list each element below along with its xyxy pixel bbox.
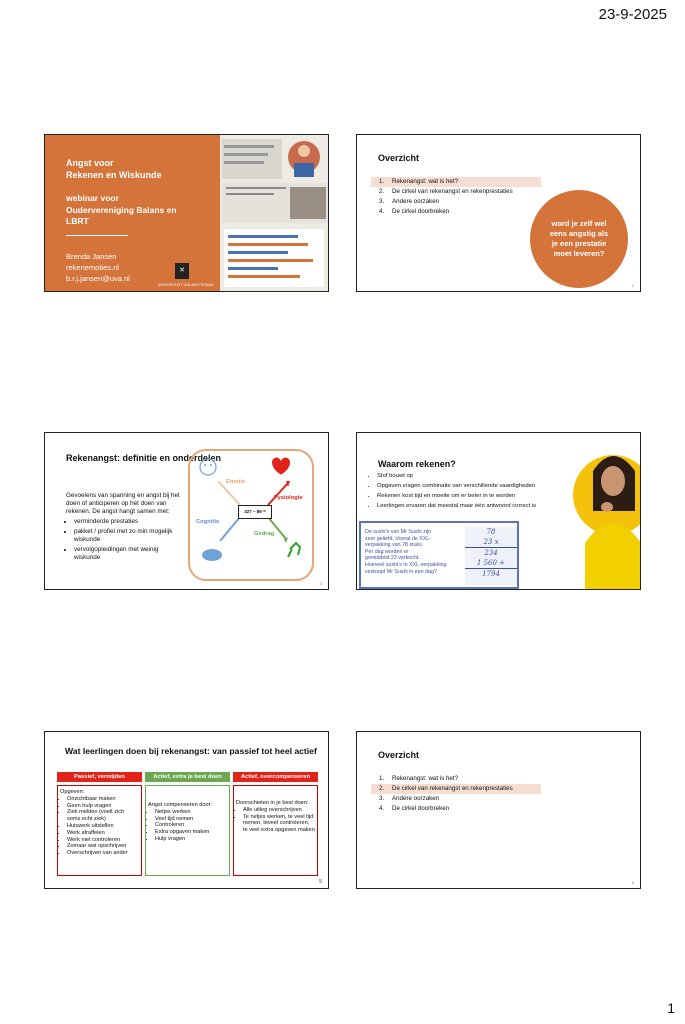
- bullet-item: • vervolgopleidingen met weinig wiskunde: [74, 546, 186, 562]
- slide-number: 2: [631, 283, 634, 288]
- slide-3-definition: [44, 432, 329, 590]
- slide-5-behaviour: [44, 731, 329, 889]
- list-item: • Controleren: [155, 822, 227, 829]
- item-text: Rekenangst: wat is het?: [392, 178, 459, 185]
- subtitle-line: Oudervereniging Balans en: [66, 204, 177, 215]
- list-item: [371, 207, 541, 217]
- page-date: 23-9-2025: [598, 6, 667, 23]
- column-body: [57, 785, 142, 876]
- slide-number: 5: [319, 879, 322, 885]
- problem-line: verpakking van 78 stuks.: [365, 542, 424, 549]
- definition-text: [66, 492, 186, 564]
- slide-number: 3: [319, 581, 322, 586]
- list-item: • Zomaar wat opschrijven: [67, 843, 139, 850]
- slide-number: 6: [631, 880, 634, 885]
- overview-list: [371, 774, 541, 814]
- word-problem-box: [359, 521, 519, 589]
- label-cognitie: Cognitie: [196, 519, 220, 525]
- problem-line: Hoeveel sushi's in XXL-verpakking: [365, 561, 447, 568]
- list-item: • Veel tijd nemen: [155, 816, 227, 823]
- bullet-item: • Opgaven vragen combinatie van verschillende vaardigheden: [377, 481, 587, 491]
- center-sum-box: 327 – 89 =: [238, 505, 272, 519]
- slide-subtitle: [66, 193, 177, 228]
- list-item: [371, 794, 541, 804]
- bullet-item: • Rekenen kost tijd en moeite om er beter in te worden: [377, 491, 587, 501]
- subtitle-line: LBRT: [66, 216, 89, 226]
- item-text: Rekenangst: wat is het?: [392, 775, 459, 782]
- bullet-item: • Stof bouwt op: [377, 471, 587, 481]
- anxiety-components-diagram: [188, 449, 314, 581]
- label-fysiologie: Fysiologie: [274, 495, 303, 501]
- definition-paragraph: Gevoelens van spanning en angst bij het doen of anticiperen op het doen van rekenen. De angst hangt samen met:: [66, 492, 180, 515]
- newspaper-collage-image: [220, 135, 329, 291]
- item-number: 3.: [379, 198, 385, 205]
- subtitle-line: webinar voor: [66, 193, 119, 203]
- university-name: UNIVERSITEIT VAN AMSTERDAM: [158, 283, 214, 287]
- problem-line: zeer geliefd. Vooral de XXL-: [365, 535, 431, 542]
- slide-title: Rekenangst: definitie en onderdelen: [66, 453, 222, 463]
- list-item: [371, 177, 541, 187]
- list-item: • Werk afraffelen: [67, 830, 139, 837]
- list-item: • Alle uitleg overschrijven: [243, 807, 315, 814]
- circle-line: eens angstig als: [549, 229, 609, 238]
- item-number: 4.: [379, 805, 385, 812]
- list-item: [371, 187, 541, 197]
- item-text: De cirkel van rekenangst en rekenprestaties: [392, 188, 513, 195]
- column-body: [145, 785, 230, 876]
- column-active: [145, 772, 230, 876]
- column-passive: [57, 772, 142, 876]
- sum-line: 1 560 +: [465, 558, 517, 569]
- item-text: Andere oorzaken: [392, 795, 440, 802]
- title-panel: [45, 135, 220, 291]
- problem-line: Per dag worden er: [365, 548, 409, 555]
- circle-line: je een prestatie: [551, 239, 607, 248]
- column-header: Actief, extra je best doen: [145, 772, 230, 782]
- handwritten-sum: [465, 527, 517, 585]
- item-text: De cirkel doorbreken: [392, 805, 450, 812]
- bullet-list: [369, 471, 587, 511]
- list-item: • Netjes werken: [155, 809, 227, 816]
- problem-text: [365, 529, 463, 575]
- column-intro: Angst compenseren door:: [148, 802, 213, 808]
- sum-line: 78: [486, 528, 496, 536]
- author-info: [66, 251, 130, 284]
- slide-title: Wat leerlingen doen bij rekenangst: van passief tot heel actief: [65, 746, 317, 756]
- list-item: • Overschrijven van ander: [67, 850, 139, 857]
- item-text: De cirkel van rekenangst en rekenprestaties: [392, 785, 513, 792]
- circle-line: word je zelf wel: [551, 219, 607, 228]
- list-item: • Te netjes werken, te veel tijd nemen, teveel controleren, te veel extra opgaven maken: [243, 814, 315, 834]
- slide-1-title: [44, 134, 329, 292]
- problem-line: verkoopt Mr Sushi in een dag?: [365, 568, 437, 575]
- sum-line: 1794: [482, 570, 500, 578]
- column-intro: Doorschieten in je best doen:: [236, 800, 309, 806]
- overview-list: [371, 177, 541, 217]
- slide-4-why-math: [356, 432, 641, 590]
- author-website: rekenemoties.nl: [66, 263, 119, 272]
- title-line: Rekenen en Wiskunde: [66, 170, 162, 180]
- item-number: 3.: [379, 795, 385, 802]
- sum-line: 234: [484, 549, 498, 557]
- list-item: • Onzichtbaar maken: [67, 796, 139, 803]
- author-email: b.r.j.jansen@uva.nl: [66, 274, 130, 283]
- list-item: • Ziek melden (voelt zich soms echt ziek): [67, 809, 139, 823]
- column-header: Passief, vermijden: [57, 772, 142, 782]
- item-number: 2.: [379, 785, 385, 792]
- list-item: • Werk niet controleren: [67, 837, 139, 844]
- slide-title: [66, 157, 161, 181]
- label-gedrag: Gedrag: [254, 531, 275, 537]
- label-emotie: Emotie: [226, 479, 246, 485]
- column-intro: Opgeven:: [60, 789, 85, 795]
- list-item: [371, 197, 541, 207]
- column-body: [233, 785, 318, 876]
- question-circle: [530, 190, 628, 288]
- bullet-item: • Leerlingen ervaren dat meestal maar één antwoord correct is: [377, 501, 587, 511]
- page-number: 1: [667, 1000, 675, 1016]
- collage-drawing: [220, 135, 329, 292]
- list-item: • Hulp vragen: [155, 836, 227, 843]
- slide-2-overview: [356, 134, 641, 292]
- university-logo-icon: ✕: [175, 263, 189, 279]
- list-item: [371, 804, 541, 814]
- list-item: • Geen hulp vragen: [67, 803, 139, 810]
- column-header: Actief, overcompenseren: [233, 772, 318, 782]
- thinking-girl-image: [571, 433, 641, 590]
- item-number: 2.: [379, 188, 385, 195]
- slide-title: Overzicht: [378, 153, 420, 163]
- item-text: De cirkel doorbreken: [392, 208, 450, 215]
- slide-6-overview: [356, 731, 641, 889]
- sum-line: 23 x: [465, 537, 517, 548]
- list-item: [371, 784, 541, 794]
- problem-line: gemiddeld 23 verkocht.: [365, 555, 420, 562]
- circle-line: moet leveren?: [553, 249, 605, 258]
- problem-line: De sushi's van Mr Sushi zijn: [365, 529, 432, 535]
- bullet-list: [66, 518, 186, 562]
- title-line: Angst voor: [66, 158, 114, 168]
- author-name: Brenda Jansen: [66, 252, 117, 261]
- divider: [66, 235, 128, 236]
- column-overcompensate: [233, 772, 318, 876]
- item-number: 1.: [379, 178, 385, 185]
- bullet-item: • pakket / profiel met zo min mogelijk wiskunde: [74, 528, 186, 544]
- item-text: Andere oorzaken: [392, 198, 440, 205]
- item-number: 4.: [379, 208, 385, 215]
- list-item: • Extra opgaven maken: [155, 829, 227, 836]
- slide-title: Overzicht: [378, 750, 420, 760]
- slide-title: Waarom rekenen?: [378, 459, 456, 469]
- item-number: 1.: [379, 775, 385, 782]
- list-item: • Huiswerk uitstellen: [67, 823, 139, 830]
- bullet-item: • verminderde prestaties: [74, 518, 186, 526]
- list-item: [371, 774, 541, 784]
